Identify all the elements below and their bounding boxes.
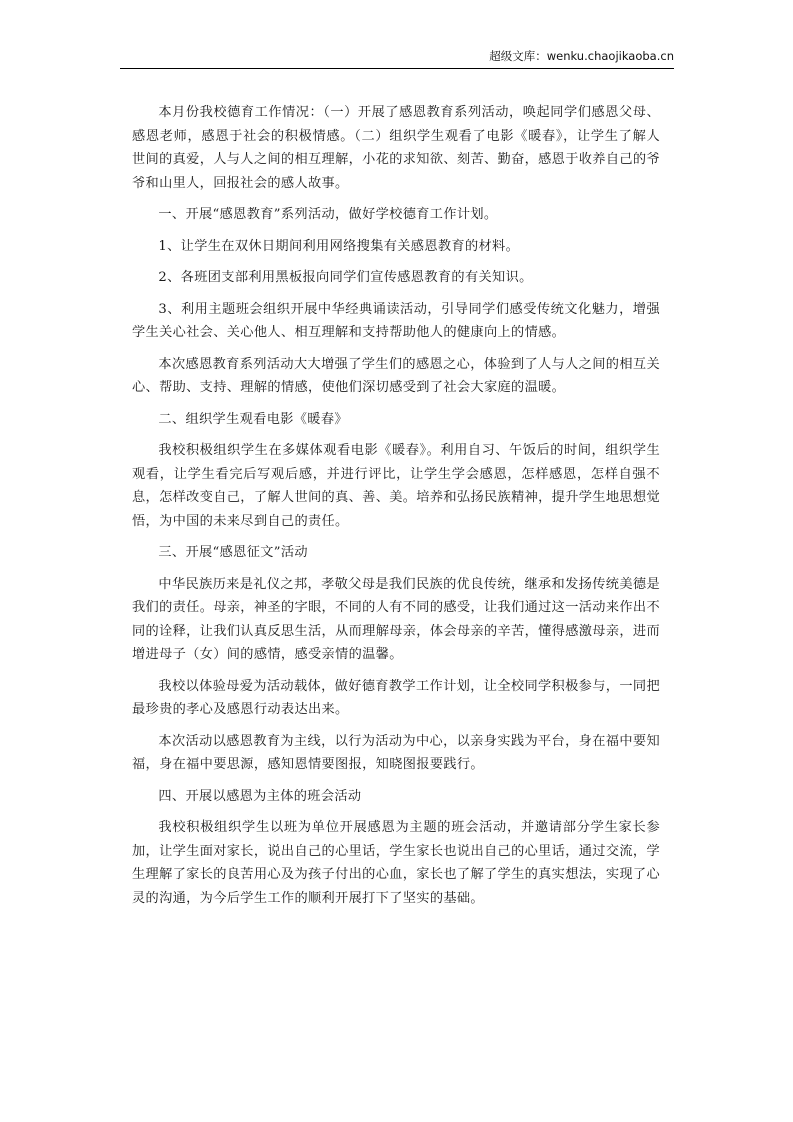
list-item-2: 2、各班团支部利用黑板报向同学们宣传感恩教育的有关知识。 — [158, 270, 533, 285]
section-heading-4: 四、开展以感恩为主体的班会活动 — [158, 788, 362, 804]
site-label: 超级文库：wenku.chaojikaoba.cn — [489, 49, 674, 63]
section-2-body: 我校积极组织学生在多媒体观看电影《暖春》。利用自习、午饭后的时间，组织学生观看，让学生看完后写观后感，并进行评比，让学生学会感恩，怎样感恩，怎样自强不息，怎样改变自己，了解人世间的真、善、美。培养和弘扬民族精神，提升学生地思想觉悟，为中国的未来尽到自己的责任。 — [132, 443, 660, 529]
list-item-3: 3、利用主题班会组织开展中华经典诵读活动，引导同学们感受传统文化魅力，增强学生关心社会、关心他人、相互理解和支持帮助他人的健康向上的情感。 — [132, 301, 660, 340]
page-header — [120, 46, 674, 69]
section-4-body: 我校积极组织学生以班为单位开展感恩为主题的班会活动，并邀请部分学生家长参加，让学生面对家长，说出自己的心里话，学生家长也说出自己的心里话，通过交流，学生理解了家长的良苦用心及为孩子付出的心血，家长也了解了学生的真实想法，实现了心灵的沟通，为今后学生工作的顺利开展打下了坚实的基础。 — [132, 820, 660, 906]
intro-paragraph: 本月份我校德育工作情况：（一）开展了感恩教育系列活动，唤起同学们感恩父母、感恩老师，感恩于社会的积极情感。（二）组织学生观看了电影《暖春》，让学生了解人世间的真爱，人与人之间的相互理解，小花的求知欲、刻苦、勤奋，感恩于收养自己的爷爷和山里人，回报社会的感人故事。 — [132, 105, 660, 191]
document-body — [132, 101, 660, 918]
section-1-summary: 本次感恩教育系列活动大大增强了学生们的感恩之心，体验到了人与人之间的相互关心、帮助、支持、理解的情感，使他们深切感受到了社会大家庭的温暖。 — [132, 356, 660, 395]
section-3-body-2: 我校以体验母爱为活动载体，做好德育教学工作计划，让全校同学积极参与，一同把最珍贵的孝心及感恩行动表达出来。 — [132, 678, 660, 717]
section-3-body-3: 本次活动以感恩教育为主线，以行为活动为中心，以亲身实践为平台，身在福中要知福，身在福中要思源，感知恩情要图报，知晓图报要践行。 — [132, 733, 660, 772]
section-heading-3: 三、开展“感恩征文”活动 — [158, 545, 308, 560]
section-3-body-1: 中华民族历来是礼仪之邦，孝敬父母是我们民族的优良传统，继承和发扬传统美德是我们的责任。母亲，神圣的字眼，不同的人有不同的感受，让我们通过这一活动来作出不同的诠释，让我们认真反思生活，从而理解母亲，体会母亲的辛苦，懂得感激母亲，进而增进母子（女）间的感情，感受亲情的温馨。 — [132, 576, 660, 662]
section-heading-1: 一、开展“感恩教育”系列活动，做好学校德育工作计划。 — [158, 207, 498, 222]
list-item-1: 1、让学生在双休日期间利用网络搜集有关感恩教育的材料。 — [158, 238, 520, 254]
section-heading-2: 二、组织学生观看电影《暖春》 — [158, 411, 348, 427]
